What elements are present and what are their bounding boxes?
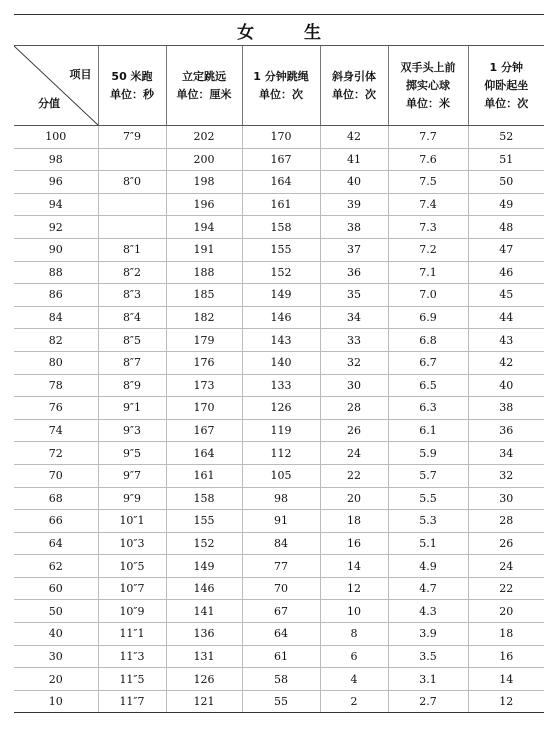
table-row bbox=[14, 351, 544, 374]
column-header-situps bbox=[468, 46, 544, 126]
table-cell: 158 bbox=[166, 487, 242, 510]
table-cell: 2 bbox=[320, 690, 388, 713]
table-cell: 40 bbox=[320, 171, 388, 194]
table-cell: 9″3 bbox=[98, 419, 166, 442]
table-cell: 5.9 bbox=[388, 442, 468, 465]
table-cell: 84 bbox=[242, 532, 320, 555]
table-cell bbox=[98, 148, 166, 171]
table-cell: 7.1 bbox=[388, 261, 468, 284]
score-cell: 88 bbox=[14, 261, 98, 284]
table-cell: 20 bbox=[320, 487, 388, 510]
score-table-container bbox=[14, 14, 544, 713]
table-cell: 8″9 bbox=[98, 374, 166, 397]
table-cell: 11″5 bbox=[98, 668, 166, 691]
table-row bbox=[14, 284, 544, 307]
table-cell: 58 bbox=[242, 668, 320, 691]
table-cell: 16 bbox=[468, 645, 544, 668]
score-cell: 94 bbox=[14, 193, 98, 216]
table-cell: 9″5 bbox=[98, 442, 166, 465]
table-cell: 77 bbox=[242, 555, 320, 578]
table-cell: 149 bbox=[166, 555, 242, 578]
table-cell: 11″3 bbox=[98, 645, 166, 668]
table-cell: 8″3 bbox=[98, 284, 166, 307]
table-cell: 32 bbox=[320, 351, 388, 374]
table-cell: 98 bbox=[242, 487, 320, 510]
column-header-line: 掷实心球 bbox=[406, 78, 450, 92]
table-row bbox=[14, 306, 544, 329]
table-cell: 5.5 bbox=[388, 487, 468, 510]
table-cell: 26 bbox=[468, 532, 544, 555]
table-cell: 36 bbox=[468, 419, 544, 442]
table-cell: 8″2 bbox=[98, 261, 166, 284]
table-cell: 191 bbox=[166, 238, 242, 261]
table-cell: 152 bbox=[166, 532, 242, 555]
table-cell: 3.5 bbox=[388, 645, 468, 668]
table-cell: 40 bbox=[468, 374, 544, 397]
table-cell: 42 bbox=[320, 126, 388, 149]
table-cell: 200 bbox=[166, 148, 242, 171]
table-cell bbox=[98, 216, 166, 239]
score-table bbox=[14, 14, 544, 713]
score-cell: 10 bbox=[14, 690, 98, 713]
table-cell: 121 bbox=[166, 690, 242, 713]
header-row bbox=[14, 46, 544, 126]
table-cell: 38 bbox=[320, 216, 388, 239]
table-cell: 51 bbox=[468, 148, 544, 171]
score-cell: 68 bbox=[14, 487, 98, 510]
table-cell: 48 bbox=[468, 216, 544, 239]
table-cell: 39 bbox=[320, 193, 388, 216]
table-cell: 6.3 bbox=[388, 397, 468, 420]
table-cell: 55 bbox=[242, 690, 320, 713]
table-cell: 18 bbox=[468, 623, 544, 646]
table-row bbox=[14, 261, 544, 284]
column-header-50m-run bbox=[98, 46, 166, 126]
table-cell: 4.7 bbox=[388, 577, 468, 600]
table-cell: 188 bbox=[166, 261, 242, 284]
table-cell: 112 bbox=[242, 442, 320, 465]
table-cell: 43 bbox=[468, 329, 544, 352]
table-cell: 46 bbox=[468, 261, 544, 284]
table-cell: 6 bbox=[320, 645, 388, 668]
table-cell: 173 bbox=[166, 374, 242, 397]
table-cell: 167 bbox=[166, 419, 242, 442]
table-cell: 28 bbox=[468, 510, 544, 533]
table-row bbox=[14, 397, 544, 420]
table-cell: 5.7 bbox=[388, 464, 468, 487]
score-cell: 90 bbox=[14, 238, 98, 261]
table-cell: 12 bbox=[468, 690, 544, 713]
column-header-line: 单位：米 bbox=[406, 96, 450, 110]
column-header-line: 立定跳远 bbox=[182, 69, 226, 83]
score-cell: 64 bbox=[14, 532, 98, 555]
table-cell: 36 bbox=[320, 261, 388, 284]
table-cell: 167 bbox=[242, 148, 320, 171]
table-row bbox=[14, 419, 544, 442]
table-cell: 198 bbox=[166, 171, 242, 194]
table-cell: 7.3 bbox=[388, 216, 468, 239]
table-cell: 131 bbox=[166, 645, 242, 668]
table-cell: 38 bbox=[468, 397, 544, 420]
corner-header-cell bbox=[14, 46, 98, 126]
table-row bbox=[14, 126, 544, 149]
table-cell: 7.5 bbox=[388, 171, 468, 194]
table-cell: 7.2 bbox=[388, 238, 468, 261]
table-row bbox=[14, 510, 544, 533]
table-cell: 4 bbox=[320, 668, 388, 691]
corner-diagonal-line bbox=[14, 46, 98, 125]
table-row bbox=[14, 555, 544, 578]
table-cell: 152 bbox=[242, 261, 320, 284]
table-cell: 8″4 bbox=[98, 306, 166, 329]
score-cell: 96 bbox=[14, 171, 98, 194]
table-cell: 45 bbox=[468, 284, 544, 307]
table-cell: 7.4 bbox=[388, 193, 468, 216]
table-cell: 6.7 bbox=[388, 351, 468, 374]
score-cell: 84 bbox=[14, 306, 98, 329]
column-header-line: 单位：秒 bbox=[110, 87, 154, 101]
table-cell: 7.7 bbox=[388, 126, 468, 149]
table-cell: 42 bbox=[468, 351, 544, 374]
table-row bbox=[14, 442, 544, 465]
table-cell: 32 bbox=[468, 464, 544, 487]
table-cell: 7″9 bbox=[98, 126, 166, 149]
table-cell: 70 bbox=[242, 577, 320, 600]
table-cell: 44 bbox=[468, 306, 544, 329]
table-cell: 136 bbox=[166, 623, 242, 646]
score-cell: 82 bbox=[14, 329, 98, 352]
score-cell: 70 bbox=[14, 464, 98, 487]
table-cell: 9″9 bbox=[98, 487, 166, 510]
table-cell: 2.7 bbox=[388, 690, 468, 713]
table-cell: 34 bbox=[468, 442, 544, 465]
table-cell: 140 bbox=[242, 351, 320, 374]
table-cell: 155 bbox=[166, 510, 242, 533]
table-cell: 64 bbox=[242, 623, 320, 646]
table-cell: 61 bbox=[242, 645, 320, 668]
table-cell: 22 bbox=[468, 577, 544, 600]
column-header-line: 仰卧起坐 bbox=[484, 78, 529, 92]
table-cell: 8″1 bbox=[98, 238, 166, 261]
table-cell: 164 bbox=[242, 171, 320, 194]
score-cell: 92 bbox=[14, 216, 98, 239]
table-cell: 8″5 bbox=[98, 329, 166, 352]
score-cell: 20 bbox=[14, 668, 98, 691]
table-row bbox=[14, 668, 544, 691]
column-header-jump-rope bbox=[242, 46, 320, 126]
table-cell: 185 bbox=[166, 284, 242, 307]
column-header-line: 单位：次 bbox=[332, 87, 376, 101]
table-cell: 16 bbox=[320, 532, 388, 555]
column-header-line: 单位：次 bbox=[259, 87, 303, 101]
score-cell: 60 bbox=[14, 577, 98, 600]
table-cell: 10″5 bbox=[98, 555, 166, 578]
column-header-line: 1 分钟跳绳 bbox=[253, 69, 309, 83]
table-cell: 5.3 bbox=[388, 510, 468, 533]
table-cell: 7.0 bbox=[388, 284, 468, 307]
corner-label-score: 分值 bbox=[38, 97, 60, 110]
table-title: 女 生 bbox=[14, 15, 544, 46]
table-row bbox=[14, 645, 544, 668]
table-cell: 11″7 bbox=[98, 690, 166, 713]
score-cell: 80 bbox=[14, 351, 98, 374]
table-row bbox=[14, 329, 544, 352]
table-cell: 8″7 bbox=[98, 351, 166, 374]
table-cell: 10″7 bbox=[98, 577, 166, 600]
table-row bbox=[14, 148, 544, 171]
table-cell: 4.9 bbox=[388, 555, 468, 578]
column-header-line: 单位：厘米 bbox=[176, 87, 232, 101]
column-header-line: 斜身引体 bbox=[332, 69, 376, 83]
score-cell: 62 bbox=[14, 555, 98, 578]
score-cell: 66 bbox=[14, 510, 98, 533]
column-header-line: 双手头上前 bbox=[400, 60, 456, 74]
table-cell: 194 bbox=[166, 216, 242, 239]
table-row bbox=[14, 171, 544, 194]
table-cell: 9″1 bbox=[98, 397, 166, 420]
table-cell: 52 bbox=[468, 126, 544, 149]
table-cell: 202 bbox=[166, 126, 242, 149]
table-cell: 14 bbox=[468, 668, 544, 691]
table-cell: 49 bbox=[468, 193, 544, 216]
table-row bbox=[14, 216, 544, 239]
table-cell: 14 bbox=[320, 555, 388, 578]
table-row bbox=[14, 690, 544, 713]
table-cell: 22 bbox=[320, 464, 388, 487]
table-cell: 10″9 bbox=[98, 600, 166, 623]
table-cell: 146 bbox=[242, 306, 320, 329]
table-row bbox=[14, 532, 544, 555]
table-cell: 6.5 bbox=[388, 374, 468, 397]
table-cell bbox=[98, 193, 166, 216]
table-cell: 126 bbox=[166, 668, 242, 691]
table-cell: 7.6 bbox=[388, 148, 468, 171]
table-cell: 20 bbox=[468, 600, 544, 623]
table-cell: 12 bbox=[320, 577, 388, 600]
score-cell: 100 bbox=[14, 126, 98, 149]
table-cell: 4.3 bbox=[388, 600, 468, 623]
table-cell: 196 bbox=[166, 193, 242, 216]
title-row bbox=[14, 15, 544, 46]
column-header-line: 单位：次 bbox=[484, 96, 529, 110]
score-cell: 98 bbox=[14, 148, 98, 171]
table-cell: 11″1 bbox=[98, 623, 166, 646]
column-header-incline-pullup bbox=[320, 46, 388, 126]
table-cell: 41 bbox=[320, 148, 388, 171]
column-header-standing-long-jump bbox=[166, 46, 242, 126]
table-cell: 8″0 bbox=[98, 171, 166, 194]
table-cell: 10 bbox=[320, 600, 388, 623]
table-cell: 161 bbox=[242, 193, 320, 216]
table-cell: 18 bbox=[320, 510, 388, 533]
score-cell: 50 bbox=[14, 600, 98, 623]
score-cell: 78 bbox=[14, 374, 98, 397]
table-cell: 5.1 bbox=[388, 532, 468, 555]
score-cell: 72 bbox=[14, 442, 98, 465]
table-cell: 10″1 bbox=[98, 510, 166, 533]
table-cell: 6.9 bbox=[388, 306, 468, 329]
score-cell: 86 bbox=[14, 284, 98, 307]
table-cell: 24 bbox=[468, 555, 544, 578]
table-row bbox=[14, 193, 544, 216]
table-cell: 105 bbox=[242, 464, 320, 487]
table-cell: 3.1 bbox=[388, 668, 468, 691]
table-cell: 161 bbox=[166, 464, 242, 487]
table-cell: 143 bbox=[242, 329, 320, 352]
table-cell: 6.1 bbox=[388, 419, 468, 442]
table-cell: 24 bbox=[320, 442, 388, 465]
table-cell: 179 bbox=[166, 329, 242, 352]
table-cell: 182 bbox=[166, 306, 242, 329]
table-cell: 26 bbox=[320, 419, 388, 442]
table-cell: 146 bbox=[166, 577, 242, 600]
table-cell: 34 bbox=[320, 306, 388, 329]
column-header-line: 50 米跑 bbox=[111, 69, 153, 83]
column-header-medicine-ball-throw bbox=[388, 46, 468, 126]
table-cell: 176 bbox=[166, 351, 242, 374]
table-cell: 126 bbox=[242, 397, 320, 420]
table-cell: 30 bbox=[320, 374, 388, 397]
table-cell: 47 bbox=[468, 238, 544, 261]
table-cell: 6.8 bbox=[388, 329, 468, 352]
table-row bbox=[14, 487, 544, 510]
table-cell: 170 bbox=[166, 397, 242, 420]
table-cell: 141 bbox=[166, 600, 242, 623]
column-header-line: 1 分钟 bbox=[489, 60, 524, 74]
table-row bbox=[14, 600, 544, 623]
score-cell: 30 bbox=[14, 645, 98, 668]
table-cell: 133 bbox=[242, 374, 320, 397]
table-cell: 8 bbox=[320, 623, 388, 646]
table-cell: 35 bbox=[320, 284, 388, 307]
table-cell: 119 bbox=[242, 419, 320, 442]
table-row bbox=[14, 623, 544, 646]
table-cell: 155 bbox=[242, 238, 320, 261]
score-cell: 76 bbox=[14, 397, 98, 420]
table-cell: 67 bbox=[242, 600, 320, 623]
score-cell: 74 bbox=[14, 419, 98, 442]
table-cell: 170 bbox=[242, 126, 320, 149]
table-row bbox=[14, 238, 544, 261]
table-row bbox=[14, 374, 544, 397]
table-cell: 30 bbox=[468, 487, 544, 510]
table-cell: 91 bbox=[242, 510, 320, 533]
table-cell: 3.9 bbox=[388, 623, 468, 646]
table-cell: 164 bbox=[166, 442, 242, 465]
corner-label-item: 项目 bbox=[69, 68, 92, 81]
table-row bbox=[14, 464, 544, 487]
table-cell: 149 bbox=[242, 284, 320, 307]
score-cell: 40 bbox=[14, 623, 98, 646]
table-cell: 33 bbox=[320, 329, 388, 352]
table-cell: 50 bbox=[468, 171, 544, 194]
table-cell: 37 bbox=[320, 238, 388, 261]
table-cell: 9″7 bbox=[98, 464, 166, 487]
table-cell: 28 bbox=[320, 397, 388, 420]
table-cell: 10″3 bbox=[98, 532, 166, 555]
table-cell: 158 bbox=[242, 216, 320, 239]
table-row bbox=[14, 577, 544, 600]
